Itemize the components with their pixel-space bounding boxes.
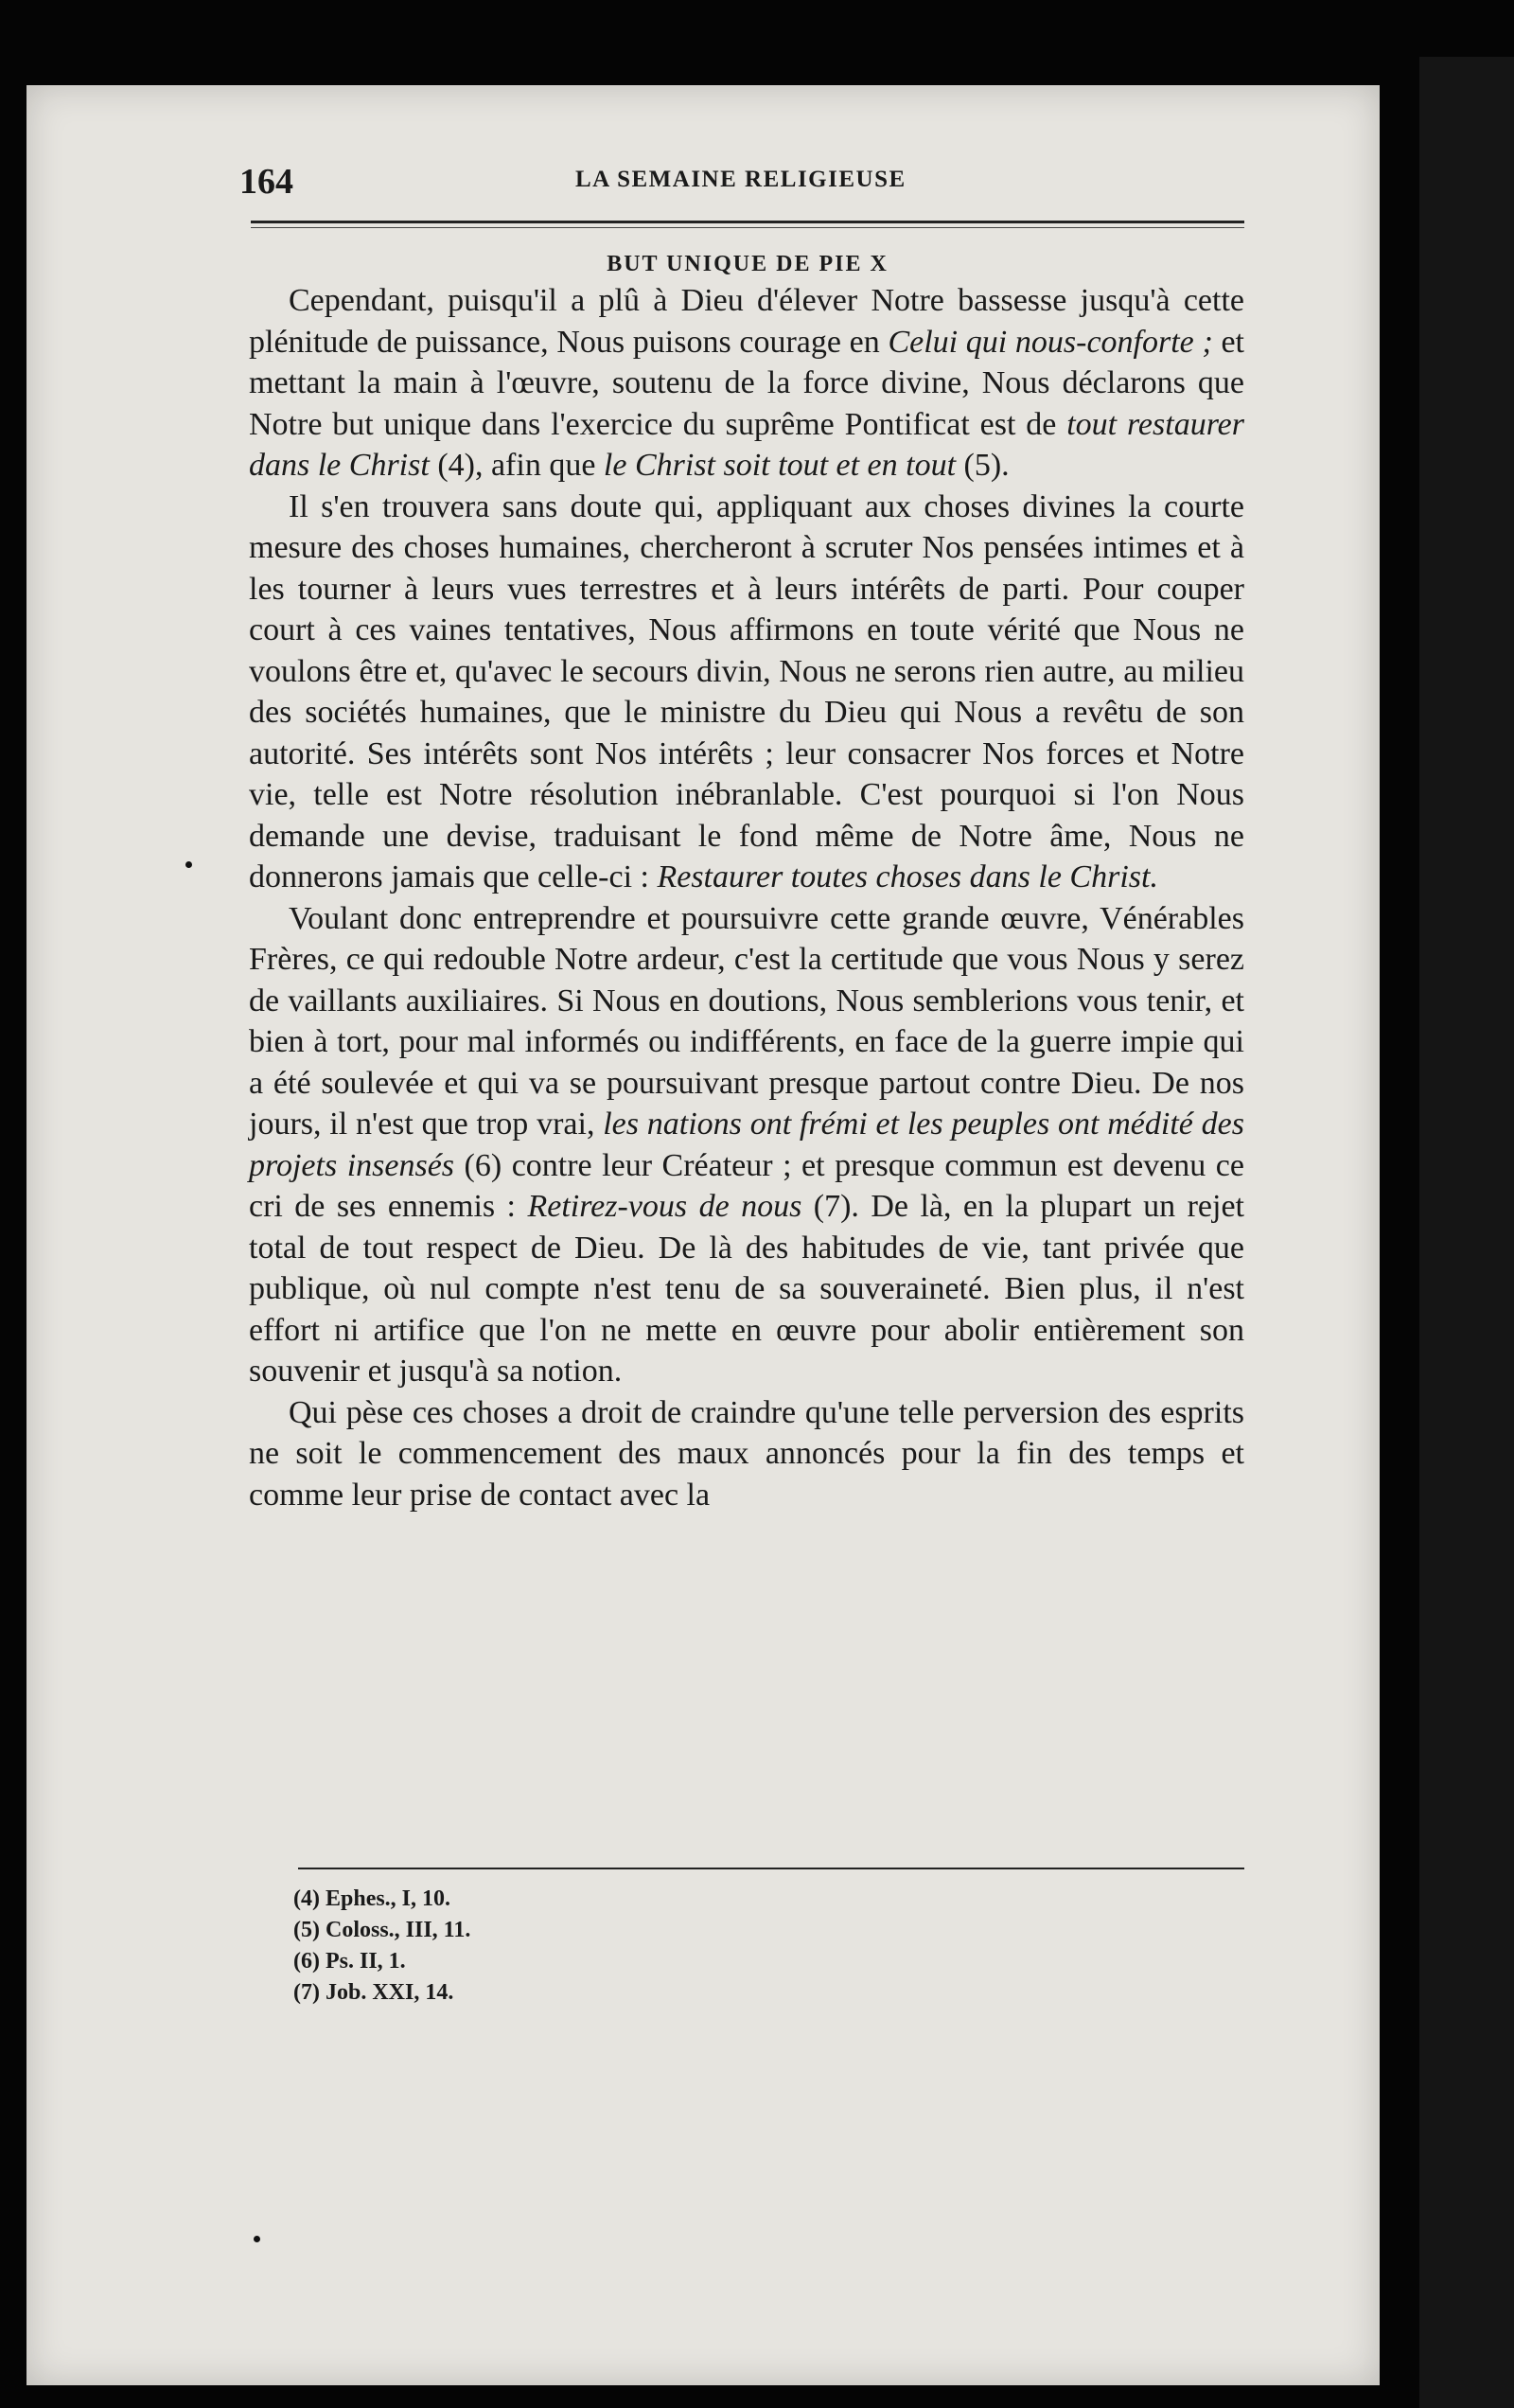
page-number: 164 [239, 162, 293, 202]
footnote-5: (5) Coloss., III, 11. [293, 1918, 471, 1942]
scan-speck [254, 2236, 260, 2242]
footnote-rule [298, 1868, 1244, 1869]
paragraph [249, 898, 1244, 1392]
body-text [249, 280, 1244, 1515]
footnote-7: (7) Job. XXI, 14. [293, 1980, 454, 2005]
header-rule [251, 221, 1244, 223]
paragraph [249, 487, 1244, 898]
italic-run: le Christ soit tout et en tout [603, 448, 957, 483]
text-run: (5). [956, 448, 1010, 483]
footnotes [293, 1884, 1145, 2009]
text-run: Qui pèse ces choses a droit de craindre qu'une telle perversion des esprits ne soit le commencement des maux annoncés pour la fin des temps et comme leur prise de contact avec la [249, 1394, 1244, 1513]
header-rule-thin [251, 227, 1244, 228]
italic-run: Celui qui nous-conforte ; [888, 324, 1213, 360]
italic-run: Retirez-vous de nous [527, 1189, 802, 1224]
paragraph [249, 1392, 1244, 1516]
italic-run: Restaurer toutes choses dans le Christ. [657, 859, 1158, 894]
text-run: Cependant, puisqu'il a plû à Dieu d'élever Notre bassesse jusqu'à cette plénitude de puissance, Nous puisons courage en [249, 283, 1244, 360]
running-head [239, 161, 1242, 218]
text-run: (7). De là, en la plupart un rejet total de tout respect de Dieu. De là des habitudes de vie, tant privée que publique, où nul compte n'est tenu de sa souveraineté. Bien plus, il n'est effort ni artifice que l'on ne mette en œuvre pour abolir entièrement son souvenir et jusqu'à sa notion. [249, 1189, 1244, 1389]
scan-speck [185, 861, 192, 868]
text-run: et mettant la main à l'œuvre, soutenu de la force divine, Nous déclarons que Notre but unique dans l'exercice du suprême Pontificat est de [249, 324, 1244, 442]
text-run: Il s'en trouvera sans doute qui, appliquant aux choses divines la courte mesure des choses humaines, chercheront à scruter Nos pensées intimes et à les tourner à leurs vues terrestres et à leurs intérêts de parti. Pour couper court à ces vaines tentatives, Nous affirmons en toute vérité que Nous ne voulons être et, qu'avec le secours divin, Nous ne serons rien autre, au milieu des sociétés humaines, que le ministre du Dieu qui Nous a revêtu de son autorité. Ses intérêts sont Nos intérêts ; leur consacrer Nos forces et Notre vie, telle est Notre résolution inébranlable. C'est pourquoi si l'on Nous demande une devise, traduisant le fond même de Notre âme, Nous ne donnerons jamais que celle-ci : [249, 488, 1244, 894]
text-run: (4), afin que [429, 448, 604, 483]
paragraph [249, 280, 1244, 487]
italic-run: les nations ont frémi et les peuples ont médité des projets insensés [249, 1107, 1244, 1183]
text-run: Voulant donc entreprendre et poursuivre cette grande œuvre, Vénérables Frères, ce qui redouble Notre ardeur, c'est la certitude que vous Nous y serez de vaillants auxiliaires. Si Nous en doutions, Nous semblerions vous tenir, et bien à tort, pour mal informés ou indifférents, en face de la guerre impie qui a été soulevée et qui va se poursuivant presque partout contre Dieu. De nos jours, il n'est que trop vrai, [249, 900, 1244, 1142]
text-run: (6) contre leur Créateur ; et presque commun est devenu ce cri de ses ennemis : [249, 1147, 1244, 1224]
footnote-4: (4) Ephes., I, 10. [293, 1886, 451, 1911]
section-title: BUT UNIQUE DE PIE X [607, 252, 889, 276]
adjacent-page-edge [1419, 57, 1514, 2408]
journal-title: LA SEMAINE RELIGIEUSE [575, 167, 907, 192]
footnote-6: (6) Ps. II, 1. [293, 1949, 406, 1974]
italic-run: tout restaurer dans le Christ [249, 406, 1244, 483]
